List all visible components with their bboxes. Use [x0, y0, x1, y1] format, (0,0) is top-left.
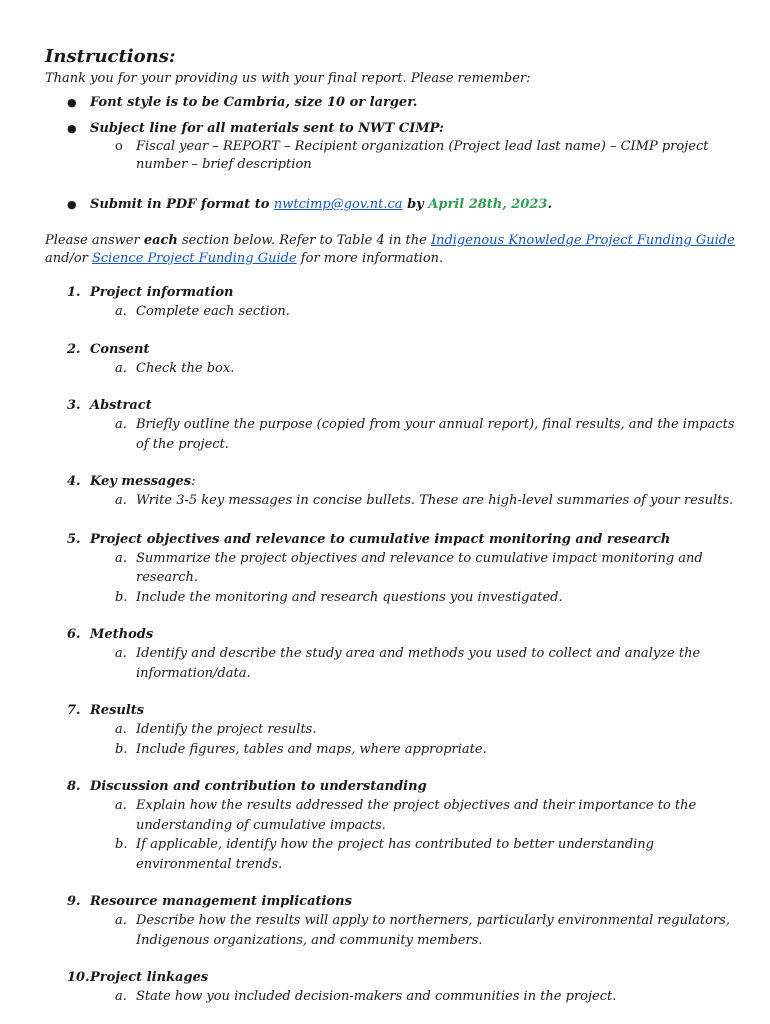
item-text: Complete each section. [136, 304, 290, 319]
section-heading [45, 341, 735, 359]
item-text: Summarize the project objectives and relevance to cumulative impact monitoring and research. [136, 550, 703, 585]
section-item [45, 740, 735, 760]
section-title-suffix: : [191, 474, 196, 489]
section-title: Resource management implications [90, 894, 352, 909]
item-text: Check the box. [136, 360, 235, 376]
section-item [45, 644, 735, 683]
item-text: Include the monitoring and research questions you investigated. [136, 589, 563, 605]
item-letter: b. [115, 589, 128, 605]
item-letter: a. [115, 913, 127, 928]
section-item [45, 720, 735, 740]
section-item [45, 796, 735, 835]
bullet-subject: ● Subject line for all materials sent to NWT CIMP: [67, 121, 444, 136]
section-title: Results [90, 703, 145, 718]
subject-format-item: o Fiscal year – REPORT – Recipient organization (Project lead last name) – CIMP project number – brief description [115, 139, 709, 172]
section-title: Abstract [90, 398, 152, 413]
item-letter: a. [115, 360, 127, 376]
section-number: 3. [67, 398, 81, 413]
intro-text: Thank you for your providing us with your final report. Please remember: [45, 71, 531, 86]
page-title: Instructions: [45, 46, 176, 67]
section-item [45, 835, 735, 874]
item-text: Include figures, tables and maps, where appropriate. [136, 741, 487, 757]
bullet-dot-icon: ● [67, 96, 77, 109]
due-date: April 28th, 2023 [428, 197, 548, 212]
item-letter: a. [115, 417, 127, 432]
bullet-dot-icon: ● [67, 122, 77, 135]
section-heading [45, 531, 735, 549]
email-link[interactable]: nwtcimp@gov.nt.ca [273, 197, 403, 212]
section-heading [45, 893, 735, 911]
section-title: Key messages [90, 474, 192, 489]
item-letter: a. [115, 550, 127, 566]
item-letter: a. [115, 304, 127, 319]
document-page [45, 46, 735, 1007]
item-text: If applicable, identify how the project has contributed to better understanding environmental trends. [136, 837, 655, 872]
section-number: 4. [67, 474, 81, 489]
bullet-font: ● Font style is to be Cambria, size 10 or larger. [67, 95, 418, 110]
section-heading [45, 626, 735, 644]
section-heading [45, 473, 735, 491]
bullet-submit: ● Submit in PDF format to nwtcimp@gov.nt.ca by April 28th, 2023. [67, 197, 553, 212]
section-title: Project information [90, 285, 234, 300]
section-item [45, 359, 735, 379]
section-number: 1. [67, 285, 81, 300]
section-title: Project linkages [90, 970, 209, 985]
section-number: 6. [67, 627, 81, 642]
section-title: Project objectives and relevance to cumulative impact monitoring and research [90, 531, 671, 547]
section-number: 2. [67, 341, 81, 357]
section-number: 9. [67, 894, 81, 909]
item-letter: a. [115, 493, 127, 508]
item-letter: b. [115, 837, 128, 852]
section-item [45, 549, 735, 588]
section-item [45, 588, 735, 608]
item-text: Write 3-5 key messages in concise bullets. These are high-level summaries of your results. [136, 493, 734, 508]
circle-bullet-icon: o [115, 139, 123, 154]
item-text: Identify the project results. [136, 722, 317, 737]
section-title: Consent [90, 341, 150, 357]
item-letter: b. [115, 741, 128, 757]
item-letter: a. [115, 989, 127, 1004]
section-item [45, 302, 735, 322]
answer-paragraph: Please answer each section below. Refer to Table 4 in the Indigenous Knowledge Project Funding Guide and/or Science Project Funding Guide for more information. [45, 233, 735, 266]
item-text: Explain how the results addressed the project objectives and their importance to the understanding of cumulative impacts. [136, 798, 697, 833]
item-text: State how you included decision-makers and communities in the project. [136, 989, 617, 1004]
section-item [45, 911, 735, 950]
section-heading [45, 969, 735, 987]
item-text: Identify and describe the study area and methods you used to collect and analyze the information/data. [136, 646, 701, 681]
section-heading [45, 284, 735, 302]
item-text: Briefly outline the purpose (copied from your annual report), final results, and the impacts of the project. [136, 417, 735, 452]
item-letter: a. [115, 722, 127, 737]
section-number: 10. [67, 970, 90, 985]
section-number: 7. [67, 703, 81, 718]
section-title: Methods [90, 627, 154, 642]
bullet-dot-icon: ● [67, 198, 77, 211]
sections-list [45, 268, 735, 1007]
item-letter: a. [115, 646, 127, 661]
section-heading [45, 702, 735, 720]
item-letter: a. [115, 798, 127, 813]
section-item [45, 987, 735, 1007]
section-number: 8. [67, 779, 81, 794]
ik-funding-guide-link[interactable]: Indigenous Knowledge Project Funding Guide [430, 233, 735, 248]
section-heading [45, 778, 735, 796]
section-number: 5. [67, 531, 81, 547]
section-item [45, 491, 735, 511]
section-title: Discussion and contribution to understanding [90, 779, 427, 794]
section-item [45, 415, 735, 454]
science-funding-guide-link[interactable]: Science Project Funding Guide [92, 251, 297, 266]
section-heading [45, 397, 735, 415]
item-text: Describe how the results will apply to northerners, particularly environmental regulators, Indigenous organizations, and community members. [136, 913, 730, 948]
